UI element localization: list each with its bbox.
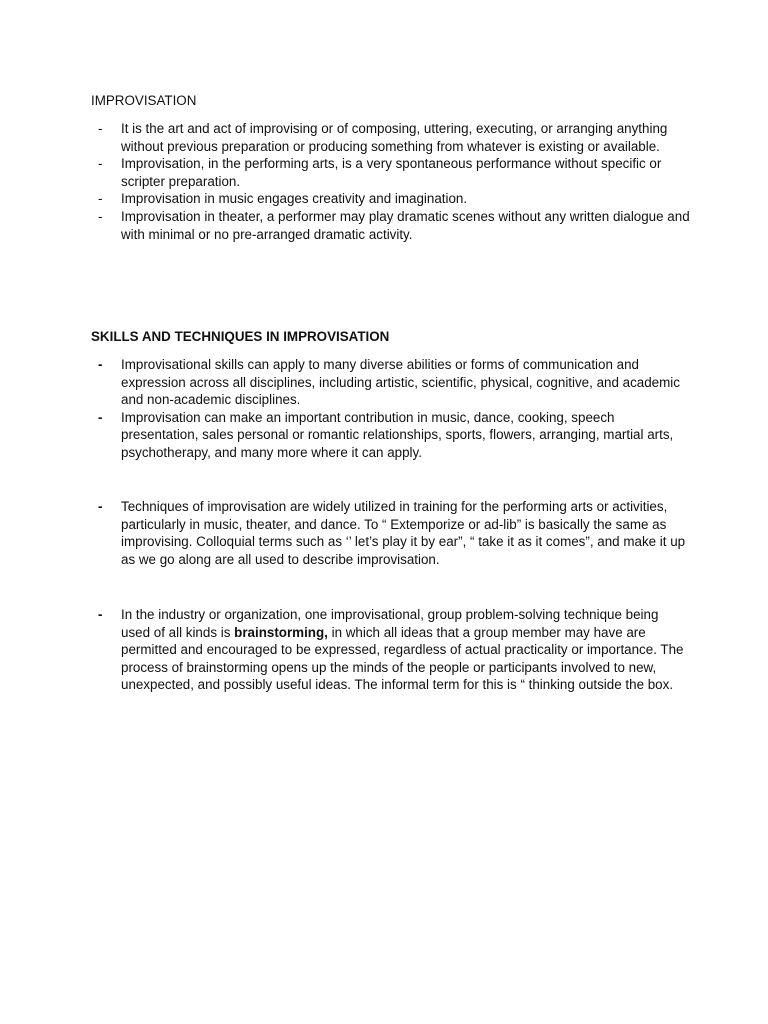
list-item — [91, 606, 691, 694]
techniques-list — [91, 498, 691, 568]
bullet-dash: - — [98, 499, 103, 514]
brainstorming-term: brainstorming, — [234, 624, 328, 640]
list-item-text: Improvisation can make an important contribution in music, dance, cooking, speech presentation, sales personal or romantic relationships, sports, flowers, arranging, martial arts, psychotherapy, and many more where it can apply. — [121, 409, 674, 460]
bullet-dash: - — [98, 191, 103, 207]
bullet-dash: - — [98, 357, 103, 372]
list-item — [91, 190, 691, 208]
list-item — [91, 155, 691, 190]
brainstorming-list — [91, 606, 691, 694]
section-title-improvisation: IMPROVISATION — [91, 93, 197, 108]
list-item-text: Improvisation in music engages creativity and imagination. — [121, 191, 468, 207]
list-item — [91, 208, 691, 243]
bullet-dash: - — [98, 156, 103, 172]
list-item-text: It is the art and act of improvising or of composing, uttering, executing, or arranging anything without previous preparation or producing something from whatever is existing or available. — [121, 121, 668, 154]
bullet-dash: - — [98, 208, 103, 224]
list-item — [91, 409, 691, 462]
skills-list — [91, 356, 691, 462]
list-item-text: Improvisational skills can apply to many diverse abilities or forms of communication and expression across all disciplines, including artistic, scientific, physical, cognitive, and academic and non-academic disciplines. — [121, 357, 680, 408]
list-item — [91, 356, 691, 409]
list-item-text — [121, 606, 691, 694]
bullet-dash: - — [98, 121, 103, 136]
list-item-text: Improvisation in theater, a performer may play dramatic scenes without any written dialogue and with minimal or no pre-arranged dramatic activity. — [121, 208, 690, 242]
brainstorm-text-before: In the industry or organization, one improvisational, group problem-solving technique being used of all kinds is — [121, 607, 659, 640]
brainstorm-text-after: in which all ideas that a group member may have are permitted and encouraged to be expressed, regardless of actual practicality or importance. The process of brainstorming opens up the minds of the people or participants involved to new, unexpected, and possibly useful ideas. The informal term for this is “ thinking outside the box. — [121, 624, 684, 693]
list-item — [91, 498, 691, 568]
list-item-text: Techniques of improvisation are widely utilized in training for the performing arts or activities, particularly in music, theater, and dance. To “ Extemporize or ad-lib” is basically the same as improvising. Colloquial terms such as ‘’ let’s play it by ear”, “ take it as it comes”, and make it up as we go along are all used to describe improvisation. — [121, 499, 686, 567]
list-item — [91, 120, 691, 155]
list-item-text: Improvisation, in the performing arts, is a very spontaneous performance without specific or scripter preparation. — [121, 156, 662, 189]
improvisation-definition-list — [91, 120, 691, 243]
bullet-dash: - — [98, 409, 103, 425]
section-title-skills-techniques: SKILLS AND TECHNIQUES IN IMPROVISATION — [91, 329, 390, 344]
bullet-dash: - — [98, 607, 103, 622]
